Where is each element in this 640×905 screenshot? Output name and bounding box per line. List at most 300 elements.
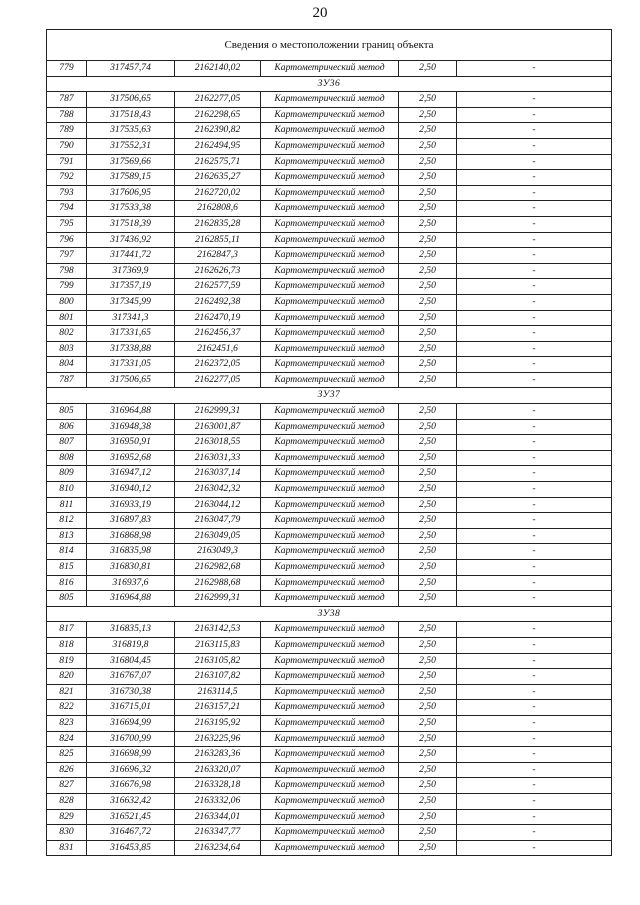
table-row <box>47 170 612 186</box>
x-coordinate-cell: 317331,65 <box>87 326 175 342</box>
description-cell: - <box>457 778 612 794</box>
description-cell: - <box>457 107 612 123</box>
accuracy-cell: 2,50 <box>399 684 457 700</box>
x-coordinate-cell: 316694,99 <box>87 715 175 731</box>
accuracy-cell: 2,50 <box>399 560 457 576</box>
point-number-cell: 822 <box>47 700 87 716</box>
accuracy-cell: 2,50 <box>399 793 457 809</box>
description-cell: - <box>457 450 612 466</box>
x-coordinate-cell: 317441,72 <box>87 248 175 264</box>
accuracy-cell: 2,50 <box>399 123 457 139</box>
description-cell: - <box>457 747 612 763</box>
x-coordinate-cell: 317569,66 <box>87 154 175 170</box>
description-cell: - <box>457 419 612 435</box>
method-cell: Картометрический метод <box>261 513 399 529</box>
point-number-cell: 824 <box>47 731 87 747</box>
y-coordinate-cell: 2163047,79 <box>175 513 261 529</box>
table-row <box>47 232 612 248</box>
y-coordinate-cell: 2162470,19 <box>175 310 261 326</box>
accuracy-cell: 2,50 <box>399 482 457 498</box>
x-coordinate-cell: 317589,15 <box>87 170 175 186</box>
x-coordinate-cell: 316940,12 <box>87 482 175 498</box>
description-cell: - <box>457 482 612 498</box>
description-cell: - <box>457 92 612 108</box>
y-coordinate-cell: 2163320,07 <box>175 762 261 778</box>
y-coordinate-cell: 2162855,11 <box>175 232 261 248</box>
description-cell: - <box>457 138 612 154</box>
point-number-cell: 795 <box>47 216 87 232</box>
description-cell: - <box>457 61 612 77</box>
description-cell: - <box>457 793 612 809</box>
x-coordinate-cell: 317552,31 <box>87 138 175 154</box>
method-cell: Картометрический метод <box>261 528 399 544</box>
accuracy-cell: 2,50 <box>399 840 457 856</box>
description-cell: - <box>457 310 612 326</box>
x-coordinate-cell: 316835,98 <box>87 544 175 560</box>
y-coordinate-cell: 2162808,6 <box>175 201 261 217</box>
y-coordinate-cell: 2162988,68 <box>175 575 261 591</box>
accuracy-cell: 2,50 <box>399 669 457 685</box>
x-coordinate-cell: 317535,63 <box>87 123 175 139</box>
description-cell: - <box>457 404 612 420</box>
accuracy-cell: 2,50 <box>399 341 457 357</box>
y-coordinate-cell: 2163031,33 <box>175 450 261 466</box>
table-title-row <box>47 30 612 61</box>
description-cell: - <box>457 248 612 264</box>
accuracy-cell: 2,50 <box>399 591 457 607</box>
accuracy-cell: 2,50 <box>399 138 457 154</box>
table-row <box>47 419 612 435</box>
table-row <box>47 201 612 217</box>
table-row <box>47 123 612 139</box>
table-row <box>47 653 612 669</box>
table-row <box>47 92 612 108</box>
accuracy-cell: 2,50 <box>399 419 457 435</box>
point-number-cell: 802 <box>47 326 87 342</box>
accuracy-cell: 2,50 <box>399 747 457 763</box>
y-coordinate-cell: 2163283,36 <box>175 747 261 763</box>
point-number-cell: 787 <box>47 372 87 388</box>
description-cell: - <box>457 466 612 482</box>
method-cell: Картометрический метод <box>261 762 399 778</box>
x-coordinate-cell: 316897,83 <box>87 513 175 529</box>
section-label: ЗУ36 <box>47 76 612 92</box>
accuracy-cell: 2,50 <box>399 326 457 342</box>
point-number-cell: 827 <box>47 778 87 794</box>
x-coordinate-cell: 316830,81 <box>87 560 175 576</box>
method-cell: Картометрический метод <box>261 92 399 108</box>
table-row <box>47 341 612 357</box>
table-row <box>47 513 612 529</box>
y-coordinate-cell: 2162492,38 <box>175 294 261 310</box>
table-row <box>47 107 612 123</box>
method-cell: Картометрический метод <box>261 622 399 638</box>
description-cell: - <box>457 575 612 591</box>
point-number-cell: 808 <box>47 450 87 466</box>
description-cell: - <box>457 544 612 560</box>
y-coordinate-cell: 2163049,05 <box>175 528 261 544</box>
section-row <box>47 388 612 404</box>
table-row <box>47 669 612 685</box>
table-row <box>47 294 612 310</box>
y-coordinate-cell: 2163001,87 <box>175 419 261 435</box>
y-coordinate-cell: 2162575,71 <box>175 154 261 170</box>
table-row <box>47 154 612 170</box>
y-coordinate-cell: 2162277,05 <box>175 372 261 388</box>
accuracy-cell: 2,50 <box>399 216 457 232</box>
table-row <box>47 372 612 388</box>
y-coordinate-cell: 2162835,28 <box>175 216 261 232</box>
accuracy-cell: 2,50 <box>399 201 457 217</box>
y-coordinate-cell: 2162635,27 <box>175 170 261 186</box>
method-cell: Картометрический метод <box>261 544 399 560</box>
y-coordinate-cell: 2162390,82 <box>175 123 261 139</box>
description-cell: - <box>457 560 612 576</box>
point-number-cell: 823 <box>47 715 87 731</box>
method-cell: Картометрический метод <box>261 357 399 373</box>
description-cell: - <box>457 622 612 638</box>
y-coordinate-cell: 2162277,05 <box>175 92 261 108</box>
point-number-cell: 812 <box>47 513 87 529</box>
point-number-cell: 789 <box>47 123 87 139</box>
point-number-cell: 828 <box>47 793 87 809</box>
point-number-cell: 805 <box>47 404 87 420</box>
x-coordinate-cell: 316835,13 <box>87 622 175 638</box>
y-coordinate-cell: 2162298,65 <box>175 107 261 123</box>
point-number-cell: 815 <box>47 560 87 576</box>
x-coordinate-cell: 316453,85 <box>87 840 175 856</box>
description-cell: - <box>457 170 612 186</box>
table-row <box>47 684 612 700</box>
point-number-cell: 825 <box>47 747 87 763</box>
point-number-cell: 803 <box>47 341 87 357</box>
method-cell: Картометрический метод <box>261 232 399 248</box>
point-number-cell: 788 <box>47 107 87 123</box>
method-cell: Картометрический метод <box>261 107 399 123</box>
y-coordinate-cell: 2163115,83 <box>175 637 261 653</box>
accuracy-cell: 2,50 <box>399 170 457 186</box>
accuracy-cell: 2,50 <box>399 653 457 669</box>
y-coordinate-cell: 2162626,73 <box>175 263 261 279</box>
description-cell: - <box>457 700 612 716</box>
accuracy-cell: 2,50 <box>399 357 457 373</box>
accuracy-cell: 2,50 <box>399 232 457 248</box>
method-cell: Картометрический метод <box>261 154 399 170</box>
point-number-cell: 818 <box>47 637 87 653</box>
x-coordinate-cell: 316730,38 <box>87 684 175 700</box>
description-cell: - <box>457 731 612 747</box>
table-row <box>47 575 612 591</box>
method-cell: Картометрический метод <box>261 809 399 825</box>
table-row <box>47 435 612 451</box>
method-cell: Картометрический метод <box>261 731 399 747</box>
point-number-cell: 820 <box>47 669 87 685</box>
x-coordinate-cell: 316804,45 <box>87 653 175 669</box>
method-cell: Картометрический метод <box>261 123 399 139</box>
description-cell: - <box>457 201 612 217</box>
table-row <box>47 279 612 295</box>
method-cell: Картометрический метод <box>261 404 399 420</box>
point-number-cell: 810 <box>47 482 87 498</box>
method-cell: Картометрический метод <box>261 497 399 513</box>
table-row <box>47 482 612 498</box>
method-cell: Картометрический метод <box>261 637 399 653</box>
point-number-cell: 811 <box>47 497 87 513</box>
point-number-cell: 830 <box>47 825 87 841</box>
table-title: Сведения о местоположении границ объекта <box>47 30 612 61</box>
x-coordinate-cell: 317345,99 <box>87 294 175 310</box>
x-coordinate-cell: 317518,43 <box>87 107 175 123</box>
description-cell: - <box>457 357 612 373</box>
table-row <box>47 310 612 326</box>
accuracy-cell: 2,50 <box>399 466 457 482</box>
accuracy-cell: 2,50 <box>399 435 457 451</box>
table-row <box>47 216 612 232</box>
y-coordinate-cell: 2162451,6 <box>175 341 261 357</box>
boundary-coordinates-table <box>46 29 612 856</box>
x-coordinate-cell: 316467,72 <box>87 825 175 841</box>
x-coordinate-cell: 317457,74 <box>87 61 175 77</box>
x-coordinate-cell: 317331,05 <box>87 357 175 373</box>
table-row <box>47 404 612 420</box>
description-cell: - <box>457 762 612 778</box>
x-coordinate-cell: 316819,8 <box>87 637 175 653</box>
method-cell: Картометрический метод <box>261 825 399 841</box>
table-row <box>47 762 612 778</box>
y-coordinate-cell: 2163195,92 <box>175 715 261 731</box>
description-cell: - <box>457 840 612 856</box>
y-coordinate-cell: 2163107,82 <box>175 669 261 685</box>
x-coordinate-cell: 317606,95 <box>87 185 175 201</box>
y-coordinate-cell: 2162372,05 <box>175 357 261 373</box>
point-number-cell: 805 <box>47 591 87 607</box>
y-coordinate-cell: 2162456,37 <box>175 326 261 342</box>
description-cell: - <box>457 232 612 248</box>
description-cell: - <box>457 154 612 170</box>
accuracy-cell: 2,50 <box>399 310 457 326</box>
point-number-cell: 792 <box>47 170 87 186</box>
method-cell: Картометрический метод <box>261 450 399 466</box>
point-number-cell: 804 <box>47 357 87 373</box>
point-number-cell: 791 <box>47 154 87 170</box>
table-row <box>47 185 612 201</box>
description-cell: - <box>457 637 612 653</box>
y-coordinate-cell: 2162982,68 <box>175 560 261 576</box>
x-coordinate-cell: 316696,32 <box>87 762 175 778</box>
x-coordinate-cell: 317369,9 <box>87 263 175 279</box>
x-coordinate-cell: 317338,88 <box>87 341 175 357</box>
point-number-cell: 817 <box>47 622 87 638</box>
x-coordinate-cell: 316676,98 <box>87 778 175 794</box>
accuracy-cell: 2,50 <box>399 544 457 560</box>
method-cell: Картометрический метод <box>261 482 399 498</box>
accuracy-cell: 2,50 <box>399 294 457 310</box>
method-cell: Картометрический метод <box>261 715 399 731</box>
point-number-cell: 809 <box>47 466 87 482</box>
point-number-cell: 819 <box>47 653 87 669</box>
point-number-cell: 800 <box>47 294 87 310</box>
description-cell: - <box>457 528 612 544</box>
accuracy-cell: 2,50 <box>399 248 457 264</box>
table-row <box>47 61 612 77</box>
description-cell: - <box>457 372 612 388</box>
description-cell: - <box>457 809 612 825</box>
table-row <box>47 560 612 576</box>
point-number-cell: 779 <box>47 61 87 77</box>
x-coordinate-cell: 316964,88 <box>87 591 175 607</box>
description-cell: - <box>457 341 612 357</box>
x-coordinate-cell: 317357,19 <box>87 279 175 295</box>
table-row <box>47 326 612 342</box>
description-cell: - <box>457 684 612 700</box>
accuracy-cell: 2,50 <box>399 92 457 108</box>
table-row <box>47 700 612 716</box>
accuracy-cell: 2,50 <box>399 700 457 716</box>
accuracy-cell: 2,50 <box>399 637 457 653</box>
x-coordinate-cell: 317533,38 <box>87 201 175 217</box>
point-number-cell: 806 <box>47 419 87 435</box>
accuracy-cell: 2,50 <box>399 279 457 295</box>
description-cell: - <box>457 279 612 295</box>
method-cell: Картометрический метод <box>261 793 399 809</box>
point-number-cell: 799 <box>47 279 87 295</box>
method-cell: Картометрический метод <box>261 294 399 310</box>
method-cell: Картометрический метод <box>261 778 399 794</box>
x-coordinate-cell: 316767,07 <box>87 669 175 685</box>
method-cell: Картометрический метод <box>261 170 399 186</box>
accuracy-cell: 2,50 <box>399 528 457 544</box>
method-cell: Картометрический метод <box>261 216 399 232</box>
method-cell: Картометрический метод <box>261 201 399 217</box>
point-number-cell: 790 <box>47 138 87 154</box>
description-cell: - <box>457 294 612 310</box>
accuracy-cell: 2,50 <box>399 154 457 170</box>
point-number-cell: 796 <box>47 232 87 248</box>
description-cell: - <box>457 326 612 342</box>
accuracy-cell: 2,50 <box>399 185 457 201</box>
y-coordinate-cell: 2162720,02 <box>175 185 261 201</box>
accuracy-cell: 2,50 <box>399 731 457 747</box>
method-cell: Картометрический метод <box>261 747 399 763</box>
method-cell: Картометрический метод <box>261 684 399 700</box>
accuracy-cell: 2,50 <box>399 61 457 77</box>
y-coordinate-cell: 2163234,64 <box>175 840 261 856</box>
point-number-cell: 816 <box>47 575 87 591</box>
accuracy-cell: 2,50 <box>399 825 457 841</box>
x-coordinate-cell: 316952,68 <box>87 450 175 466</box>
method-cell: Картометрический метод <box>261 840 399 856</box>
y-coordinate-cell: 2162577,59 <box>175 279 261 295</box>
y-coordinate-cell: 2163018,55 <box>175 435 261 451</box>
x-coordinate-cell: 316632,42 <box>87 793 175 809</box>
table-row <box>47 637 612 653</box>
accuracy-cell: 2,50 <box>399 404 457 420</box>
page-number: 20 <box>312 5 328 21</box>
description-cell: - <box>457 591 612 607</box>
method-cell: Картометрический метод <box>261 138 399 154</box>
description-cell: - <box>457 435 612 451</box>
table-row <box>47 622 612 638</box>
accuracy-cell: 2,50 <box>399 450 457 466</box>
x-coordinate-cell: 317518,39 <box>87 216 175 232</box>
method-cell: Картометрический метод <box>261 700 399 716</box>
method-cell: Картометрический метод <box>261 466 399 482</box>
y-coordinate-cell: 2163344,01 <box>175 809 261 825</box>
y-coordinate-cell: 2163042,32 <box>175 482 261 498</box>
table-row <box>47 825 612 841</box>
table-row <box>47 466 612 482</box>
x-coordinate-cell: 317506,65 <box>87 92 175 108</box>
point-number-cell: 829 <box>47 809 87 825</box>
point-number-cell: 831 <box>47 840 87 856</box>
method-cell: Картометрический метод <box>261 279 399 295</box>
x-coordinate-cell: 316933,19 <box>87 497 175 513</box>
x-coordinate-cell: 316521,45 <box>87 809 175 825</box>
description-cell: - <box>457 123 612 139</box>
accuracy-cell: 2,50 <box>399 497 457 513</box>
description-cell: - <box>457 669 612 685</box>
point-number-cell: 794 <box>47 201 87 217</box>
y-coordinate-cell: 2163328,18 <box>175 778 261 794</box>
method-cell: Картометрический метод <box>261 653 399 669</box>
table-row <box>47 809 612 825</box>
accuracy-cell: 2,50 <box>399 107 457 123</box>
accuracy-cell: 2,50 <box>399 778 457 794</box>
table-row <box>47 731 612 747</box>
method-cell: Картометрический метод <box>261 248 399 264</box>
method-cell: Картометрический метод <box>261 341 399 357</box>
point-number-cell: 814 <box>47 544 87 560</box>
point-number-cell: 793 <box>47 185 87 201</box>
table-row <box>47 138 612 154</box>
y-coordinate-cell: 2163225,96 <box>175 731 261 747</box>
accuracy-cell: 2,50 <box>399 809 457 825</box>
x-coordinate-cell: 316700,99 <box>87 731 175 747</box>
accuracy-cell: 2,50 <box>399 263 457 279</box>
method-cell: Картометрический метод <box>261 669 399 685</box>
x-coordinate-cell: 317341,3 <box>87 310 175 326</box>
table-row <box>47 715 612 731</box>
method-cell: Картометрический метод <box>261 591 399 607</box>
x-coordinate-cell: 317436,92 <box>87 232 175 248</box>
section-row <box>47 606 612 622</box>
x-coordinate-cell: 316698,99 <box>87 747 175 763</box>
method-cell: Картометрический метод <box>261 560 399 576</box>
description-cell: - <box>457 216 612 232</box>
y-coordinate-cell: 2163037,14 <box>175 466 261 482</box>
y-coordinate-cell: 2163105,82 <box>175 653 261 669</box>
description-cell: - <box>457 653 612 669</box>
accuracy-cell: 2,50 <box>399 622 457 638</box>
accuracy-cell: 2,50 <box>399 513 457 529</box>
table-row <box>47 778 612 794</box>
y-coordinate-cell: 2163142,53 <box>175 622 261 638</box>
y-coordinate-cell: 2162494,95 <box>175 138 261 154</box>
table-row <box>47 497 612 513</box>
point-number-cell: 826 <box>47 762 87 778</box>
x-coordinate-cell: 316868,98 <box>87 528 175 544</box>
x-coordinate-cell: 316715,01 <box>87 700 175 716</box>
x-coordinate-cell: 316937,6 <box>87 575 175 591</box>
accuracy-cell: 2,50 <box>399 575 457 591</box>
method-cell: Картометрический метод <box>261 326 399 342</box>
method-cell: Картометрический метод <box>261 435 399 451</box>
x-coordinate-cell: 317506,65 <box>87 372 175 388</box>
description-cell: - <box>457 185 612 201</box>
y-coordinate-cell: 2162140,02 <box>175 61 261 77</box>
method-cell: Картометрический метод <box>261 263 399 279</box>
method-cell: Картометрический метод <box>261 310 399 326</box>
